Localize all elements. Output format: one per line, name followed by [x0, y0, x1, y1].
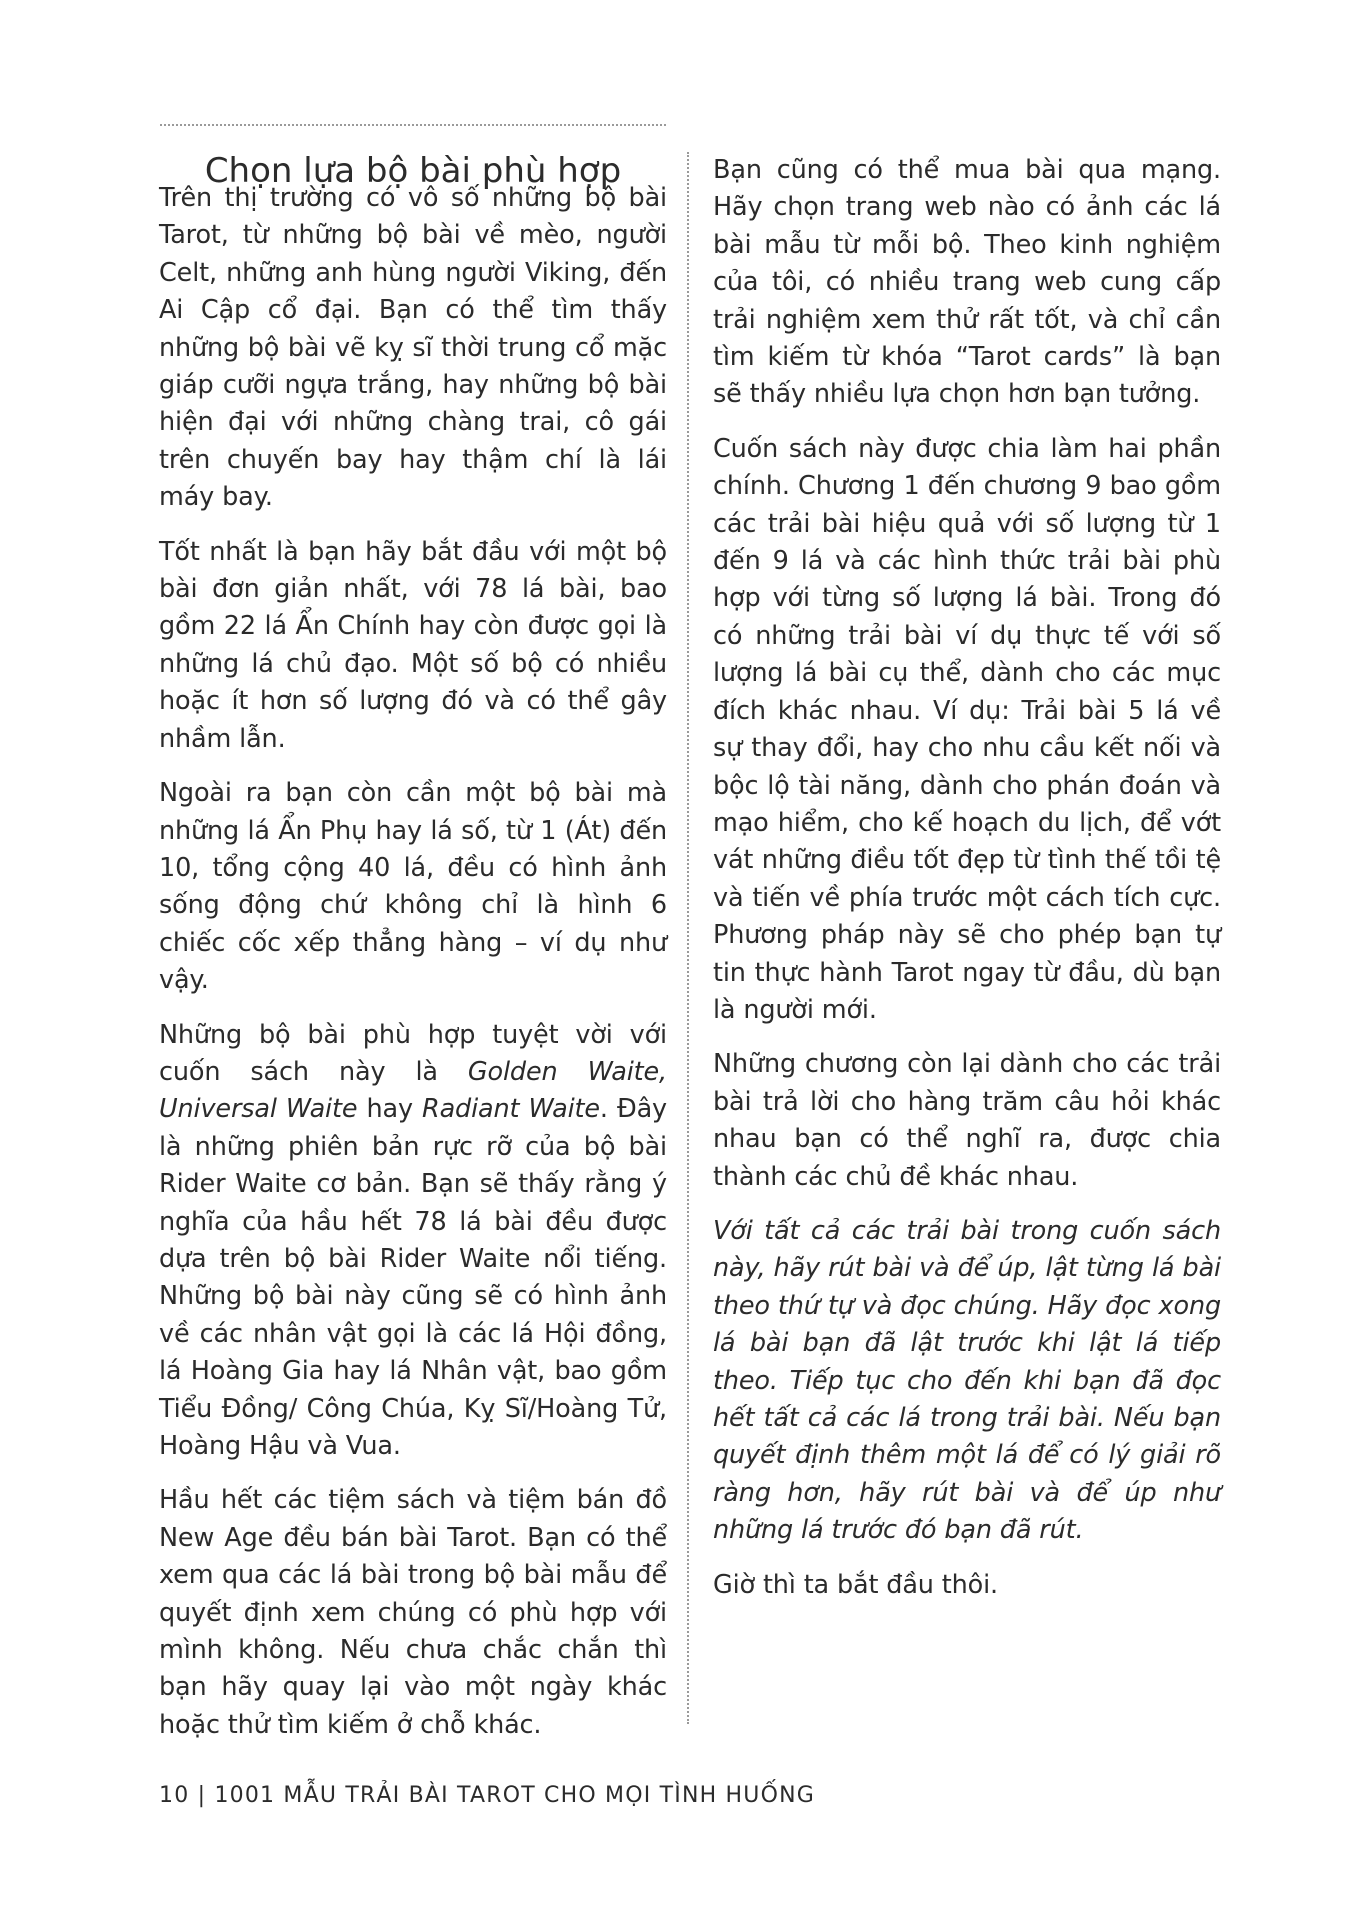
- page-footer: [159, 1783, 815, 1808]
- paragraph: Những chương còn lại dành cho các trải bài trả lời cho hàng trăm câu hỏi khác nhau bạn có thể nghĩ ra, được chia thành các chủ đề khác nhau.: [713, 1049, 1221, 1192]
- footer-separator: |: [197, 1783, 207, 1808]
- paragraph: Giờ thì ta bắt đầu thôi.: [713, 1569, 998, 1600]
- column-divider: [687, 152, 689, 1724]
- top-dotted-rule: [160, 124, 666, 126]
- paragraph: Trên thị trường có vô số những bộ bài Tarot, từ những bộ bài về mèo, người Celt, những anh hùng người Viking, đến Ai Cập cổ đại. Bạn có thể tìm thấy những bộ bài vẽ kỵ sĩ thời trung cổ mặc giáp cưỡi ngựa trắng, hay những bộ bài hiện đại với những chàng trai, cô gái trên chuyến bay hay thậm chí là lái máy bay.: [159, 183, 667, 513]
- section-heading: Chọn lựa bộ bài phù hợp: [204, 151, 622, 191]
- paragraph: Tốt nhất là bạn hãy bắt đầu với một bộ bài đơn giản nhất, với 78 lá bài, bao gồm 22 lá Ẩn Chính hay còn được gọi là những lá chủ đạo. Một số bộ có nhiều hoặc ít hơn số lượng đó và có thể gây nhầm lẫn.: [159, 536, 667, 754]
- paragraph-text: hay: [357, 1094, 422, 1125]
- deck-name: Golden Waite, Universal Waite: [159, 1056, 667, 1125]
- paragraph: Hầu hết các tiệm sách và tiệm bán đồ New Age đều bán bài Tarot. Bạn có thể xem qua các lá bài trong bộ bài mẫu để quyết định xem chúng có phù hợp với mình không. Nếu chưa chắc chắn thì bạn hãy quay lại vào một ngày khác hoặc thử tìm kiếm ở chỗ khác.: [159, 1485, 667, 1740]
- deck-name: Radiant Waite: [422, 1094, 600, 1125]
- page-number: 10: [159, 1783, 190, 1808]
- italic-instruction-paragraph: Với tất cả các trải bài trong cuốn sách này, hãy rút bài và để úp, lật từng lá bài theo thứ tự và đọc chúng. Hãy đọc xong lá bài bạn đã lật trước khi lật lá tiếp theo. Tiếp tục cho đến khi bạn đã đọc hết tất cả các lá trong trải bài. Nếu bạn quyết định thêm một lá để có lý giải rõ ràng hơn, hãy rút bài và để úp như những lá trước đó bạn đã rút.: [713, 1215, 1221, 1546]
- book-title: 1001 MẪU TRẢI BÀI TAROT CHO MỌI TÌNH HUỐNG: [214, 1783, 816, 1808]
- right-column: [713, 152, 1221, 1621]
- paragraph: [159, 1017, 667, 1466]
- paragraph: Bạn cũng có thể mua bài qua mạng. Hãy chọn trang web nào có ảnh các lá bài mẫu từ mỗi bộ. Theo kinh nghiệm của tôi, có nhiều trang web cung cấp trải nghiệm xem thử rất tốt, và chỉ cần tìm kiếm từ khóa “Tarot cards” là bạn sẽ thấy nhiều lựa chọn hơn bạn tưởng.: [713, 155, 1221, 410]
- paragraph-text: Những bộ bài phù hợp tuyệt vời với cuốn sách này là: [159, 1019, 667, 1087]
- paragraph: Cuốn sách này được chia làm hai phần chính. Chương 1 đến chương 9 bao gồm các trải bài hiệu quả với số lượng từ 1 đến 9 lá và các hình thức trải bài phù hợp với từng số lượng lá bài. Trong đó có những trải bài ví dụ thực tế với số lượng lá bài cụ thể, dành cho các mục đích khác nhau. Ví dụ: Trải bài 5 lá về sự thay đổi, hay cho nhu cầu kết nối và bộc lộ tài năng, dành cho phán đoán và mạo hiểm, cho kế hoạch du lịch, để vớt vát những điều tốt đẹp từ tình thế tồi tệ và tiến về phía trước một cách tích cực. Phương pháp này sẽ cho phép bạn tự tin thực hành Tarot ngay từ đầu, dù bạn là người mới.: [713, 433, 1221, 1025]
- paragraph-text: . Đây là những phiên bản rực rỡ của bộ bài Rider Waite cơ bản. Bạn sẽ thấy rằng ý nghĩa của hầu hết 78 lá bài đều được dựa trên bộ bài Rider Waite nổi tiếng. Những bộ bài này cũng sẽ có hình ảnh về các nhân vật gọi là các lá Hội đồng, lá Hoàng Gia hay lá Nhân vật, bao gồm Tiểu Đồng/ Công Chúa, Kỵ Sĩ/Hoàng Tử, Hoàng Hậu và Vua.: [159, 1094, 667, 1461]
- paragraph: Ngoài ra bạn còn cần một bộ bài mà những lá Ẩn Phụ hay lá số, từ 1 (Át) đến 10, tổng cộng 40 lá, đều có hình ảnh sống động chứ không chỉ là hình 6 chiếc cốc xếp thẳng hàng – ví dụ như vậy.: [159, 778, 667, 996]
- left-column: [159, 180, 667, 1761]
